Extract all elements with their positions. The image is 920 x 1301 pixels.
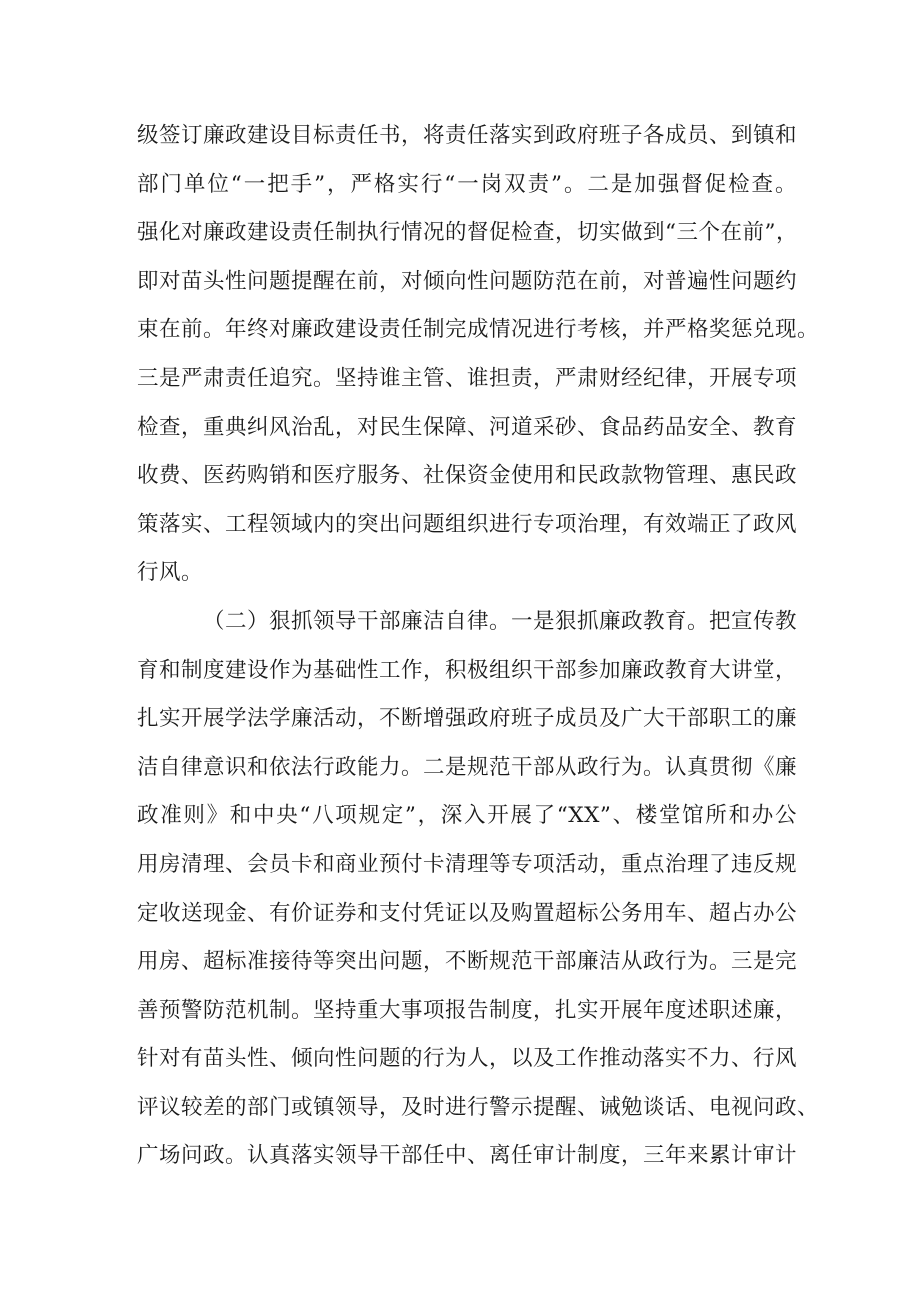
text-line: 策落实、工程领域内的突出问题组织进行专项治理，有效端正了政风 xyxy=(137,511,798,537)
text-line: 级签订廉政建设目标责任书，将责任落实到政府班子各成员、到镇和 xyxy=(137,123,798,148)
text-line: 育和制度建设作为基础性工作，积极组织干部参加廉政教育大讲堂， xyxy=(137,657,798,683)
text-line: 即对苗头性问题提醒在前，对倾向性问题防范在前，对普遍性问题约 xyxy=(137,268,798,294)
text-line: 检查，重典纠风治乱，对民生保障、河道采砂、食品药品安全、教育 xyxy=(137,414,798,440)
text-line: 强化对廉政建设责任制执行情况的督促检查，切实做到“三个在前”， xyxy=(137,220,798,246)
text-line: 洁自律意识和依法行政能力。二是规范干部从政行为。认真贯彻《廉 xyxy=(137,754,798,780)
body-text xyxy=(137,112,820,1181)
text-line: 用房、超标准接待等突出问题，不断规范干部廉洁从政行为。三是完 xyxy=(137,949,798,975)
text-line: 收费、医药购销和医疗服务、社保资金使用和民政款物管理、惠民政 xyxy=(137,463,798,489)
section-heading-line: （二）狠抓领导干部廉洁自律。一是狠抓廉政教育。把宣传教 xyxy=(203,608,798,634)
paragraph-end-line: 行风。 xyxy=(137,560,204,586)
text-line: 善预警防范机制。坚持重大事项报告制度，扎实开展年度述职述廉， xyxy=(137,997,798,1023)
text-line: 束在前。年终对廉政建设责任制完成情况进行考核，并严格奖惩兑现。 xyxy=(137,317,820,343)
text-line: 定收送现金、有价证券和支付凭证以及购置超标公务用车、超占办公 xyxy=(137,900,798,926)
text-line: 三是严肃责任追究。坚持谁主管、谁担责，严肃财经纪律，开展专项 xyxy=(137,365,798,391)
text-line: 政准则》和中央“八项规定”，深入开展了“XX”、楼堂馆所和办公 xyxy=(137,803,797,829)
text-line: 用房清理、会员卡和商业预付卡清理等专项活动，重点治理了违反规 xyxy=(137,851,798,877)
text-line: 扎实开展学法学廉活动，不断增强政府班子成员及广大干部职工的廉 xyxy=(137,706,798,732)
text-line: 广场问政。认真落实领导干部任中、离任审计制度，三年来累计审计 xyxy=(137,1143,798,1169)
text-line: 评议较差的部门或镇领导，及时进行警示提醒、诫勉谈话、电视问政、 xyxy=(137,1094,820,1120)
text-line: 针对有苗头性、倾向性问题的行为人，以及工作推动落实不力、行风 xyxy=(137,1046,798,1072)
text-line: 部门单位“一把手”，严格实行“一岗双责”。二是加强督促检查。 xyxy=(137,171,797,197)
